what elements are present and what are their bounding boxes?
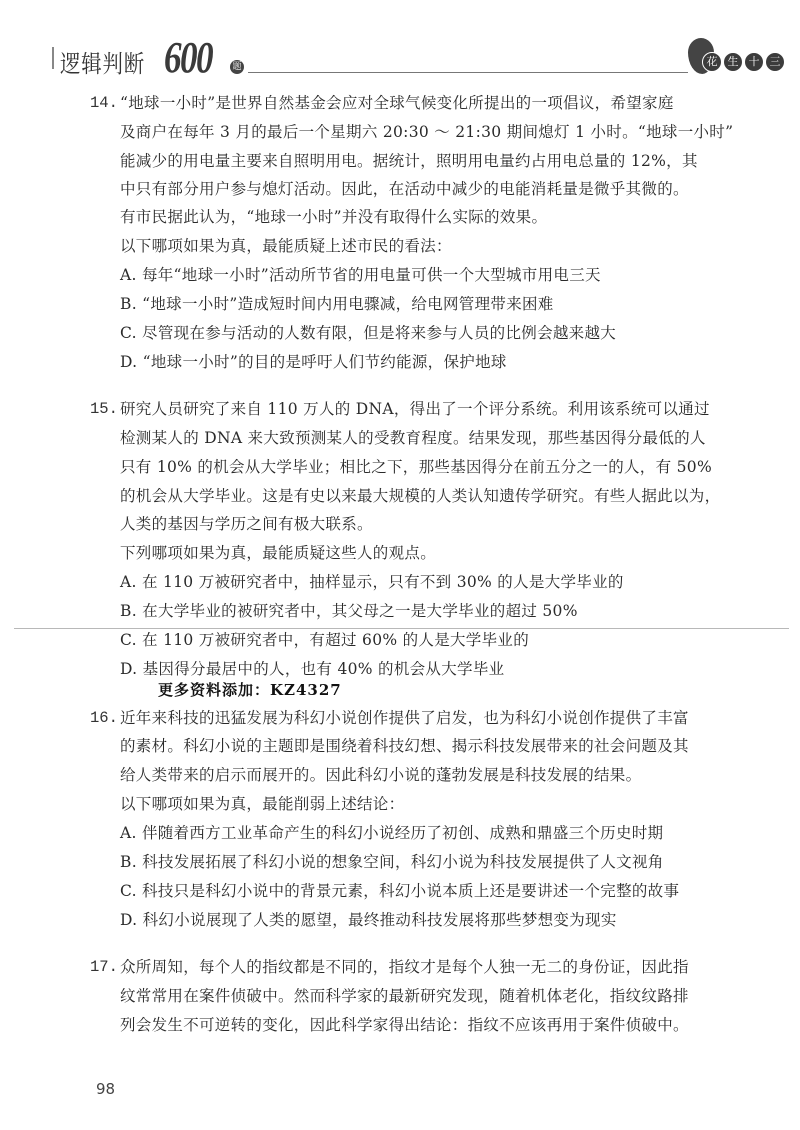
question-stem-line: 中只有部分用户参与熄灯活动。因此，在活动中减少的电能消耗量是微乎其微的。 <box>120 180 689 198</box>
option-d: D. 科幻小说展现了人类的愿望，最终推动科技发展将那些梦想变为现实 <box>120 911 617 929</box>
question-stem-line: 给人类带来的启示而展开的。因此科幻小说的蓬勃发展是科技发展的结果。 <box>120 766 642 784</box>
question-number: 16. <box>90 709 118 727</box>
question-stem-line: 及商户在每年 3 月的最后一个星期六 20:30 ～ 21:30 期间熄灯 1 小时。“地球一小时” <box>120 123 734 141</box>
question-stem-line: 人类的基因与学历之间有极大联系。 <box>120 515 373 533</box>
option-b: B. 科技发展拓展了科幻小说的想象空间，科幻小说为科技发展提供了人文视角 <box>120 853 664 871</box>
option-b: B. 在大学毕业的被研究者中，其父母之一是大学毕业的超过 50% <box>120 602 578 620</box>
question-number: 15. <box>90 400 118 418</box>
book-number: 600 <box>164 33 212 82</box>
question-stem-line: 只有 10% 的机会从大学毕业；相比之下，那些基因得分在前五分之一的人，有 50% <box>120 458 712 476</box>
question-number: 14. <box>90 94 118 112</box>
header-rule <box>248 72 688 73</box>
option-c: C. 在 110 万被研究者中，有超过 60% 的人是大学毕业的 <box>120 631 530 649</box>
question-stem-line: 纹常常用在案件侦破中。然而科学家的最新研究发现，随着机体老化，指纹纹路排 <box>120 987 689 1005</box>
page-number: 98 <box>96 1080 116 1098</box>
option-a: A. 每年“地球一小时”活动所节省的用电量可供一个大型城市用电三天 <box>120 266 601 284</box>
option-a: A. 伴随着西方工业革命产生的科幻小说经历了初创、成熟和鼎盛三个历史时期 <box>120 824 664 842</box>
brand-char: 三 <box>765 52 785 72</box>
question-stem-line: 能减少的用电量主要来自照明用电。据统计，照明用电量约占用电总量的 12%，其 <box>120 152 698 170</box>
question-stem-line: 列会发生不可逆转的变化，因此科学家得出结论：指纹不应该再用于案件侦破中。 <box>120 1016 689 1034</box>
scan-divider-line <box>14 628 789 629</box>
question-prompt: 以下哪项如果为真，最能质疑上述市民的看法： <box>120 237 452 255</box>
question-stem-line: 近年来科技的迅猛发展为科幻小说创作提供了启发，也为科幻小说创作提供了丰富 <box>120 709 689 727</box>
question-number: 17. <box>90 958 118 976</box>
book-title: 逻辑判断 <box>60 50 145 78</box>
question-stem-line: “地球一小时”是世界自然基金会应对全球气候变化所提出的一项倡议，希望家庭 <box>120 94 674 112</box>
option-d: D. “地球一小时”的目的是呼吁人们节约能源，保护地球 <box>120 353 507 371</box>
brand-logo <box>688 38 781 78</box>
brand-char: 十 <box>744 52 764 72</box>
question-stem-line: 有市民据此认为，“地球一小时”并没有取得什么实际的效果。 <box>120 208 548 226</box>
option-c: C. 科技只是科幻小说中的背景元素，科幻小说本质上还是要讲述一个完整的故事 <box>120 882 680 900</box>
question-stem-line: 研究人员研究了来自 110 万人的 DNA，得出了一个评分系统。利用该系统可以通过 <box>120 400 710 418</box>
question-prompt: 以下哪项如果为真，最能削弱上述结论： <box>120 795 405 813</box>
question-stem-line: 的素材。科幻小说的主题即是围绕着科技幻想、揭示科技发展带来的社会问题及其 <box>120 737 689 755</box>
option-b: B. “地球一小时”造成短时间内用电骤减，给电网管理带来困难 <box>120 295 554 313</box>
watermark-text: 更多资料添加：KZ4327 <box>158 681 342 699</box>
book-title-badge: 题 <box>230 60 244 74</box>
question-prompt: 下列哪项如果为真，最能质疑这些人的观点。 <box>120 544 437 562</box>
option-a: A. 在 110 万被研究者中，抽样显示，只有不到 30% 的人是大学毕业的 <box>120 573 624 591</box>
brand-char: 花 <box>702 52 722 72</box>
brand-char: 生 <box>723 52 743 72</box>
option-d: D. 基因得分最居中的人，也有 40% 的机会从大学毕业 <box>120 660 505 678</box>
page-header <box>52 30 781 82</box>
question-stem-line: 的机会从大学毕业。这是有史以来最大规模的人类认知遗传学研究。有些人据此以为， <box>120 487 721 505</box>
question-stem-line: 众所周知，每个人的指纹都是不同的，指纹才是每个人独一无二的身份证，因此指 <box>120 958 689 976</box>
header-bar <box>52 47 54 69</box>
question-stem-line: 检测某人的 DNA 来大致预测某人的受教育程度。结果发现，那些基因得分最低的人 <box>120 429 706 447</box>
option-c: C. 尽管现在参与活动的人数有限，但是将来参与人员的比例会越来越大 <box>120 324 617 342</box>
